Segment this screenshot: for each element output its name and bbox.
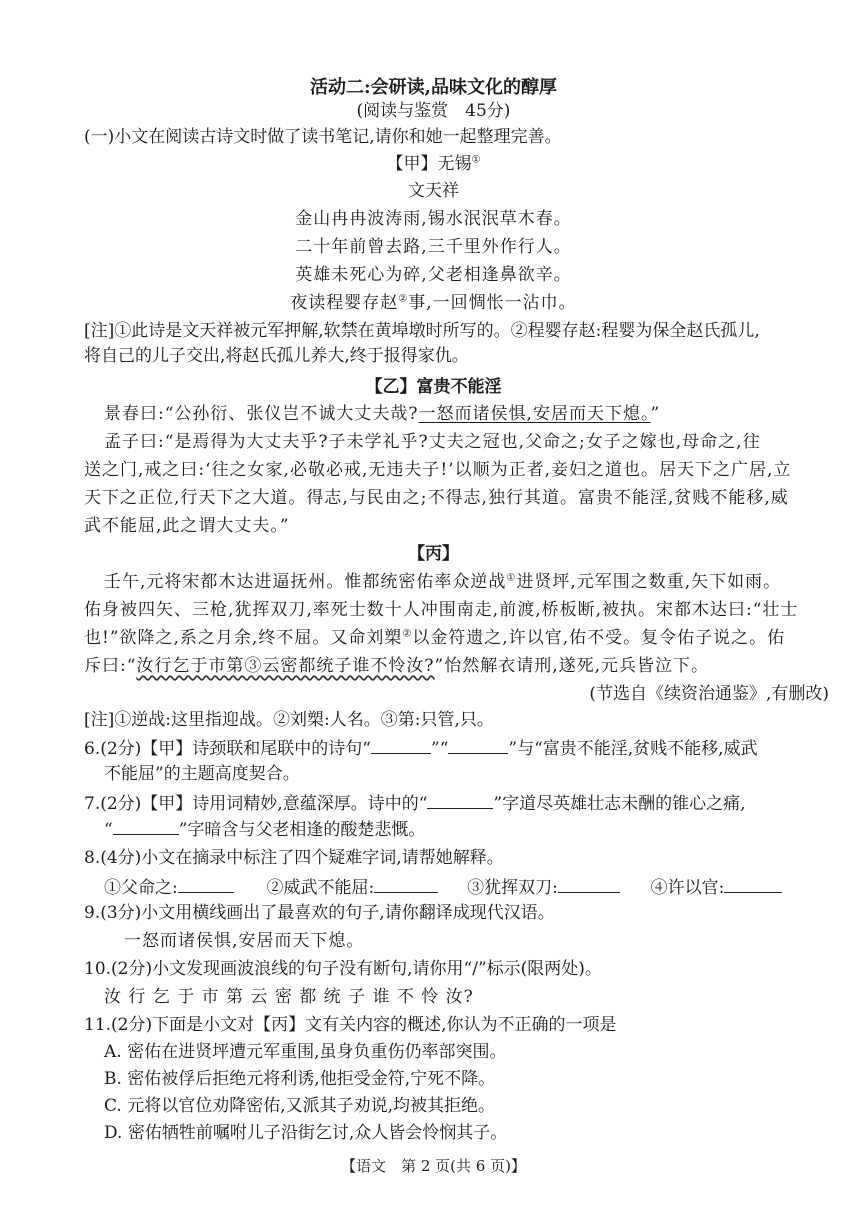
q6-text-c: ”与“富贵不能淫,贫贱不能移,威武 bbox=[508, 739, 758, 759]
bing-line-2: 佑身被四矢、三枪,犹挥双刀,率死士数十人冲围南走,前渡,桥板断,被执。宋都木达曰:“壮士 bbox=[84, 600, 799, 620]
yi-p2-line-2: 送之门,戒之曰:‘往之女家,必敬必戒,无违夫子!’以顺为正者,妾妇之道也。居天下之广居,立 bbox=[84, 460, 792, 480]
q11-option-b[interactable]: B. 密佑被俘后拒绝元将利诱,他拒受金符,宁死不降。 bbox=[104, 1069, 496, 1089]
question-8: 8.(4分)小文在摘录中标注了四个疑难字词,请帮她解释。 bbox=[84, 848, 504, 868]
q8-blank-2[interactable] bbox=[374, 876, 438, 893]
yi-paragraph-1 bbox=[104, 403, 660, 425]
yi-p2-line-1: 孟子曰:“是焉得为大丈夫乎?子未学礼乎?丈夫之冠也,父命之;女子之嫁也,母命之,往 bbox=[104, 432, 761, 452]
poem-title-text: 【甲】无锡 bbox=[386, 154, 472, 174]
footnote-mark-b2: ② bbox=[402, 628, 413, 640]
q11-option-d[interactable]: D. 密佑牺牲前嘱咐儿子沿街乞讨,众人皆会怜悯其子。 bbox=[104, 1123, 508, 1143]
yi-p1-pre: 景春曰:“公孙衍、张仪岂不诚大丈夫哉? bbox=[104, 404, 419, 424]
q7-blank-1[interactable] bbox=[427, 792, 493, 809]
q6-blank-1[interactable] bbox=[371, 737, 431, 754]
q8-item-1: ①父命之: bbox=[104, 878, 178, 898]
q8-blank-1[interactable] bbox=[178, 876, 234, 893]
q7-text-d: ”字暗含与父老相逢的酸楚悲慨。 bbox=[178, 820, 426, 840]
q8-item-3: ③犹挥双刀: bbox=[467, 878, 558, 898]
q7-text-a: 7.(2分)【甲】诗用词精妙,意蕴深厚。诗中的“ bbox=[84, 794, 428, 814]
q8-item-2: ②威武不能屈: bbox=[266, 878, 375, 898]
poem-line-4 bbox=[0, 292, 867, 314]
question-7 bbox=[84, 792, 746, 815]
bing-l4-pre: 斥曰:“ bbox=[84, 656, 137, 676]
poem-line-1: 金山冉冉波涛雨,锡水泯泯草木春。 bbox=[295, 209, 572, 229]
q10-quote: 汝 行 乞 于 市 第 云 密 都 统 子 谁 不 怜 汝? bbox=[104, 987, 474, 1007]
q9-quote: 一怒而诸侯惧,安居而天下熄。 bbox=[124, 931, 365, 951]
bing-l1b: 进贤坪,元军围之数重,矢下如雨。 bbox=[516, 572, 782, 592]
q11-option-a[interactable]: A. 密佑在进贤坪遭元军重围,虽身负重伤仍率部突围。 bbox=[104, 1042, 507, 1062]
poem-author: 文天祥 bbox=[408, 181, 459, 201]
q6-text-b: ”“ bbox=[431, 739, 449, 759]
q6-blank-2[interactable] bbox=[448, 737, 508, 754]
bing-line-1 bbox=[104, 571, 781, 593]
poem-line-3: 英雄未死心为碎,父老相逢鼻欲辛。 bbox=[295, 265, 572, 285]
page-footer: 【语文 第 2 页(共 6 页)】 bbox=[341, 1157, 526, 1175]
question-6-cont: 不能屈”的主题高度契合。 bbox=[104, 764, 300, 784]
section-intro: (一)小文在阅读古诗文时做了读书笔记,请你和她一起整理完善。 bbox=[84, 127, 562, 147]
q7-text-c: “ bbox=[104, 820, 113, 840]
activity-title: 活动二:会研读,品味文化的醇厚 bbox=[310, 77, 557, 98]
poem-line-4a: 夜读程婴存赵 bbox=[290, 293, 399, 313]
poem-line-2: 二十年前曾去路,三千里外作行人。 bbox=[295, 237, 572, 257]
q8-blank-3[interactable] bbox=[558, 876, 620, 893]
poem-note-2: 将自己的儿子交出,将赵氏孤儿养大,终于报得家仇。 bbox=[84, 346, 469, 366]
question-9: 9.(3分)小文用横线画出了最喜欢的句子,请你翻译成现代汉语。 bbox=[84, 903, 555, 923]
yi-p2-line-4: 武不能屈,此之谓大丈夫。” bbox=[84, 516, 290, 536]
footnote-mark-1: ① bbox=[471, 154, 481, 166]
section-subtitle: (阅读与鉴赏 45分) bbox=[356, 101, 511, 121]
q7-text-b: ”字道尽英雄壮志未酬的锥心之痛, bbox=[493, 794, 746, 814]
question-7-cont bbox=[104, 818, 425, 841]
footnote-mark-2: ② bbox=[398, 293, 409, 305]
bing-l4-post: ”怡然解衣请刑,遂死,元兵皆泣下。 bbox=[434, 656, 710, 676]
poem-line-4b: 事,一回惆怅一沾巾。 bbox=[408, 293, 577, 313]
q6-text-a: 6.(2分)【甲】诗颈联和尾联中的诗句“ bbox=[84, 739, 371, 759]
bing-l1a: 壬午,元将宋都木达进逼抚州。惟都统密佑率众逆战 bbox=[104, 572, 507, 592]
q8-blank-4[interactable] bbox=[724, 876, 782, 893]
q7-blank-2[interactable] bbox=[113, 818, 179, 835]
bing-wavy-sentence: 汝行乞于市第③云密都统子谁不怜汝? bbox=[136, 656, 435, 676]
q8-items bbox=[104, 876, 782, 899]
footnote-mark-b1: ① bbox=[506, 572, 517, 584]
question-11: 11.(2分)下面是小文对【丙】文有关内容的概述,你认为不正确的一项是 bbox=[84, 1015, 617, 1035]
poem-title bbox=[0, 153, 867, 175]
bing-title: 【丙】 bbox=[408, 544, 459, 564]
question-6 bbox=[84, 737, 758, 760]
question-10: 10.(2分)小文发现画波浪线的句子没有断句,请你用“/”标示(限两处)。 bbox=[84, 959, 602, 979]
bing-l3b: 以金符遗之,许以官,佑不受。复令佑子说之。佑 bbox=[412, 628, 786, 648]
bing-line-4 bbox=[84, 655, 709, 677]
yi-title: 【乙】富贵不能淫 bbox=[365, 377, 502, 397]
yi-p2-line-3: 天下之正位,行天下之大道。得志,与民由之;不得志,独行其道。富贵不能淫,贫贱不能移,威 bbox=[84, 488, 789, 508]
bing-l3a: 也!”欲降之,系之月余,终不屈。又命刘槊 bbox=[84, 628, 403, 648]
poem-note-1: [注]①此诗是文天祥被元军押解,软禁在黄埠墩时所写的。②程婴存赵:程婴为保全赵氏孤儿, bbox=[84, 321, 760, 341]
bing-note: [注]①逆战:这里指迎战。②刘槊:人名。③第:只管,只。 bbox=[84, 710, 494, 730]
q11-option-c[interactable]: C. 元将以官位劝降密佑,又派其子劝说,均被其拒绝。 bbox=[104, 1096, 496, 1116]
yi-p1-post: ” bbox=[650, 404, 661, 424]
bing-source: (节选自《续资治通鉴》,有删改) bbox=[589, 684, 829, 704]
q8-item-4: ④许以官: bbox=[650, 878, 725, 898]
yi-p1-underlined: 一怒而诸侯惧,安居而天下熄。 bbox=[418, 404, 651, 424]
bing-line-3 bbox=[84, 627, 785, 649]
